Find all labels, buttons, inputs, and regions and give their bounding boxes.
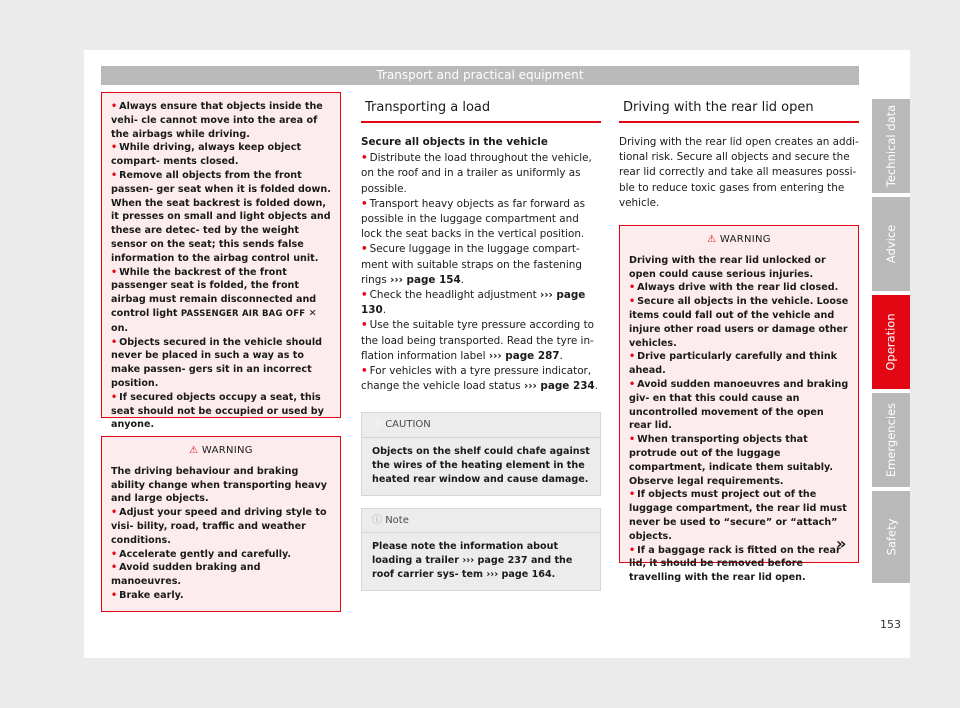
list-item: • Avoid sudden braking and manoeuvres. bbox=[111, 562, 261, 588]
list-item: • Transport heavy objects as far forward as possible in the luggage compartment and lock the seat backs in the vertical position. bbox=[361, 197, 586, 241]
warning-header: ⚠ WARNING bbox=[189, 445, 253, 456]
airbag-off-icon: ✕ bbox=[308, 307, 317, 319]
caution-box bbox=[361, 412, 601, 495]
page-link[interactable]: ››› page 237 bbox=[462, 555, 528, 567]
control-light-label: PASSENGER AIR BAG OFF bbox=[180, 308, 306, 319]
list-item: • Check the headlight adjustment ››› page 130. bbox=[361, 289, 586, 317]
note-icon: ⓘ bbox=[372, 514, 382, 526]
list-item: • Adjust your speed and driving style to visi- bility, road, traffic and weather conditions. bbox=[111, 507, 327, 546]
tab-technical-data[interactable]: Technical data bbox=[872, 99, 910, 193]
page-link[interactable]: ››› page 154 bbox=[390, 273, 461, 286]
page-header: Transport and practical equipment bbox=[101, 66, 859, 85]
column-left bbox=[101, 92, 341, 612]
continue-arrow-icon: » bbox=[836, 534, 847, 553]
subheading: Secure all objects in the vehicle bbox=[361, 136, 548, 148]
page-link[interactable]: ››› page 130 bbox=[361, 289, 586, 317]
caution-text: Objects on the shelf could chafe against the wires of the heating element in the heated rear window and cause damage. bbox=[372, 446, 590, 485]
list-item: • Secure luggage in the luggage compart- ment with suitable straps on the fastening rings ››› page 154. bbox=[361, 243, 582, 286]
list-item: • While driving, always keep object compart- ments closed. bbox=[111, 142, 302, 168]
section-body bbox=[361, 135, 601, 394]
caution-circle-icon: ⓘ bbox=[372, 419, 382, 431]
tab-safety[interactable]: Safety bbox=[872, 491, 910, 583]
warning-intro: The driving behaviour and braking ability change when transporting heavy and large objects. bbox=[111, 465, 328, 505]
caution-header: ⓘ CAUTION bbox=[362, 413, 600, 438]
list-item: • Drive particularly carefully and think ahead. bbox=[629, 351, 838, 377]
list-item: • While the backrest of the front passenger seat is folded, the front airbag must remain disconnected and control light PASSENGER AIR BAG OFF ✕ on. bbox=[111, 266, 317, 334]
section-intro: Driving with the rear lid open creates an addi- tional risk. Secure all objects and secure the rear lid correctly and take all measures possi- ble to reduce toxic gases from entering the vehicle. bbox=[619, 136, 859, 209]
section-heading: Driving with the rear lid open bbox=[619, 92, 859, 123]
list-item: • Remove all objects from the front passen- ger seat when it is folded down. When the seat backrest is folded down, it presses on small and light objects and these are detec- ted by the weight sensor on the seat; this sends false information to the airbag control unit. bbox=[111, 169, 331, 264]
page-link[interactable]: ››› page 234 bbox=[523, 380, 595, 393]
note-text: Please note the information about loading a trailer ››› page 237 and the roof carrier sys- tem ››› page 164. bbox=[372, 541, 573, 581]
list-item: • Brake early. bbox=[111, 589, 184, 601]
column-right bbox=[619, 92, 859, 584]
warning-intro: Driving with the rear lid unlocked or open could cause serious injuries. bbox=[629, 254, 826, 280]
warning-header: ⚠ WARNING bbox=[707, 234, 771, 246]
page-link[interactable]: ››› page 164 bbox=[486, 569, 552, 581]
page-link[interactable]: ››› page 287 bbox=[488, 349, 560, 362]
safety-notes-box bbox=[101, 92, 341, 431]
warning-box bbox=[619, 225, 859, 584]
tab-operation[interactable]: Operation bbox=[872, 295, 910, 389]
list-item: • When transporting objects that protrude out of the luggage compartment, indicate them suitably. Observe legal requirements. bbox=[629, 434, 834, 487]
page-number: 153 bbox=[880, 618, 901, 631]
list-item: • Always drive with the rear lid closed. bbox=[629, 282, 839, 294]
list-item: • If objects must project out of the luggage compartment, the rear lid must never be used to “secure” or “attach” objects. bbox=[629, 489, 847, 542]
warning-triangle-icon: ⚠ bbox=[707, 234, 717, 246]
tab-emergencies[interactable]: Emergencies bbox=[872, 393, 910, 487]
tab-advice[interactable]: Advice bbox=[872, 197, 910, 291]
column-middle bbox=[361, 92, 601, 591]
list-item: • Objects secured in the vehicle should never be placed in such a way as to make passen- gers sit in an incorrect position. bbox=[111, 336, 323, 389]
list-item: • Secure all objects in the vehicle. Loose items could fall out of the vehicle and injure other road users or damage other vehicles. bbox=[629, 296, 849, 349]
list-item: • If a baggage rack is fitted on the rear lid, it should be removed before travelling with the rear lid open. bbox=[629, 544, 841, 584]
section-heading: Transporting a load bbox=[361, 92, 601, 123]
list-item: • Accelerate gently and carefully. bbox=[111, 548, 292, 560]
list-item: • For vehicles with a tyre pressure indicator, change the vehicle load status ››› page 234. bbox=[361, 365, 598, 393]
list-item: • Avoid sudden manoeuvres and braking giv- en that this could cause an uncontrolled movement of the open rear lid. bbox=[629, 378, 849, 432]
note-box bbox=[361, 508, 601, 591]
list-item: • Always ensure that objects inside the vehi- cle cannot move into the area of the airbags while driving. bbox=[111, 101, 323, 140]
list-item: • Distribute the load throughout the vehicle, on the roof and in a trailer as uniformly as possible. bbox=[361, 152, 592, 195]
list-item: • Use the suitable tyre pressure according to the load being transported. Read the tyre in- flation information label ››› page 287. bbox=[361, 319, 595, 362]
list-item: • If secured objects occupy a seat, this seat should not be occupied or used by anyone. bbox=[111, 391, 324, 431]
warning-triangle-icon: ⚠ bbox=[189, 445, 199, 456]
warning-box bbox=[101, 436, 341, 612]
note-header: ⓘ Note bbox=[362, 509, 600, 534]
